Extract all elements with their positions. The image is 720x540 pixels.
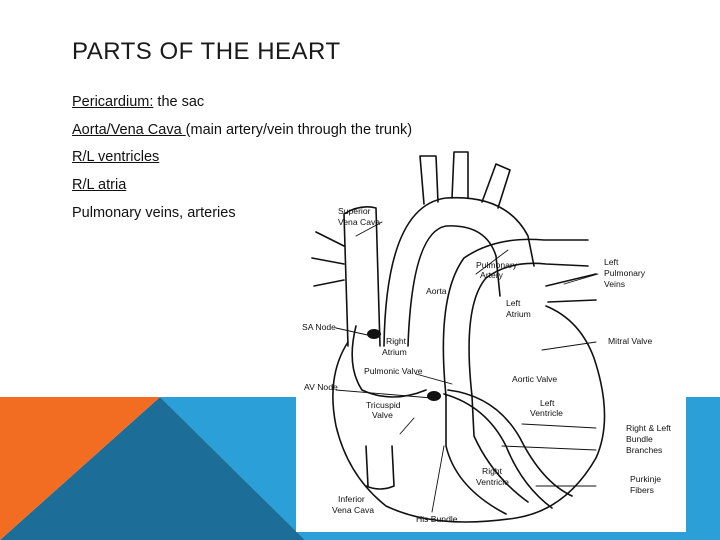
bullet-item: Pulmonary veins, arteries — [72, 204, 236, 221]
label-his-bundle: His Bundle — [416, 514, 458, 524]
label-pulmonic-valve: Pulmonic Valve — [364, 366, 423, 376]
label-left-atrium: Left Atrium — [506, 298, 531, 319]
sa-node-dot — [367, 329, 381, 339]
label-av-node: AV Node — [304, 382, 338, 392]
label-aorta: Aorta — [426, 286, 447, 296]
av-node-dot — [427, 391, 441, 401]
bullet-item: Aorta/Vena Cava (main artery/vein through the trunk) — [72, 121, 413, 138]
label-inferior-vena-cava: Inferior Vena Cava — [332, 494, 375, 515]
bullet-item: R/L ventricles — [72, 149, 160, 166]
label-purkinje-fibers: Purkinje Fibers — [630, 474, 662, 495]
label-tricuspid-valve: Tricuspid Valve — [366, 400, 401, 420]
label-mitral-valve: Mitral Valve — [608, 336, 653, 346]
label-sa-node: SA Node — [302, 322, 336, 332]
label-right-ventricle: Right Ventricle — [476, 466, 509, 487]
slide-title: PARTS OF THE HEART — [72, 38, 341, 65]
label-aortic-valve: Aortic Valve — [512, 374, 558, 384]
label-right-atrium: Right Atrium — [382, 336, 407, 357]
bullet-item: Pericardium: the sac — [72, 94, 205, 110]
label-pulmonary-artery: Pulmonary Artery — [476, 260, 518, 280]
label-superior-vena-cava: Superior Vena Cava — [338, 206, 381, 227]
bullet-item: R/L atria — [72, 177, 127, 194]
label-left-pulmonary-veins: Left Pulmonary Veins — [604, 257, 646, 289]
label-bundle-branches: Right & Left Bundle Branches — [626, 423, 671, 455]
heart-diagram — [296, 146, 686, 532]
label-left-ventricle: Left Ventricle — [530, 398, 563, 418]
